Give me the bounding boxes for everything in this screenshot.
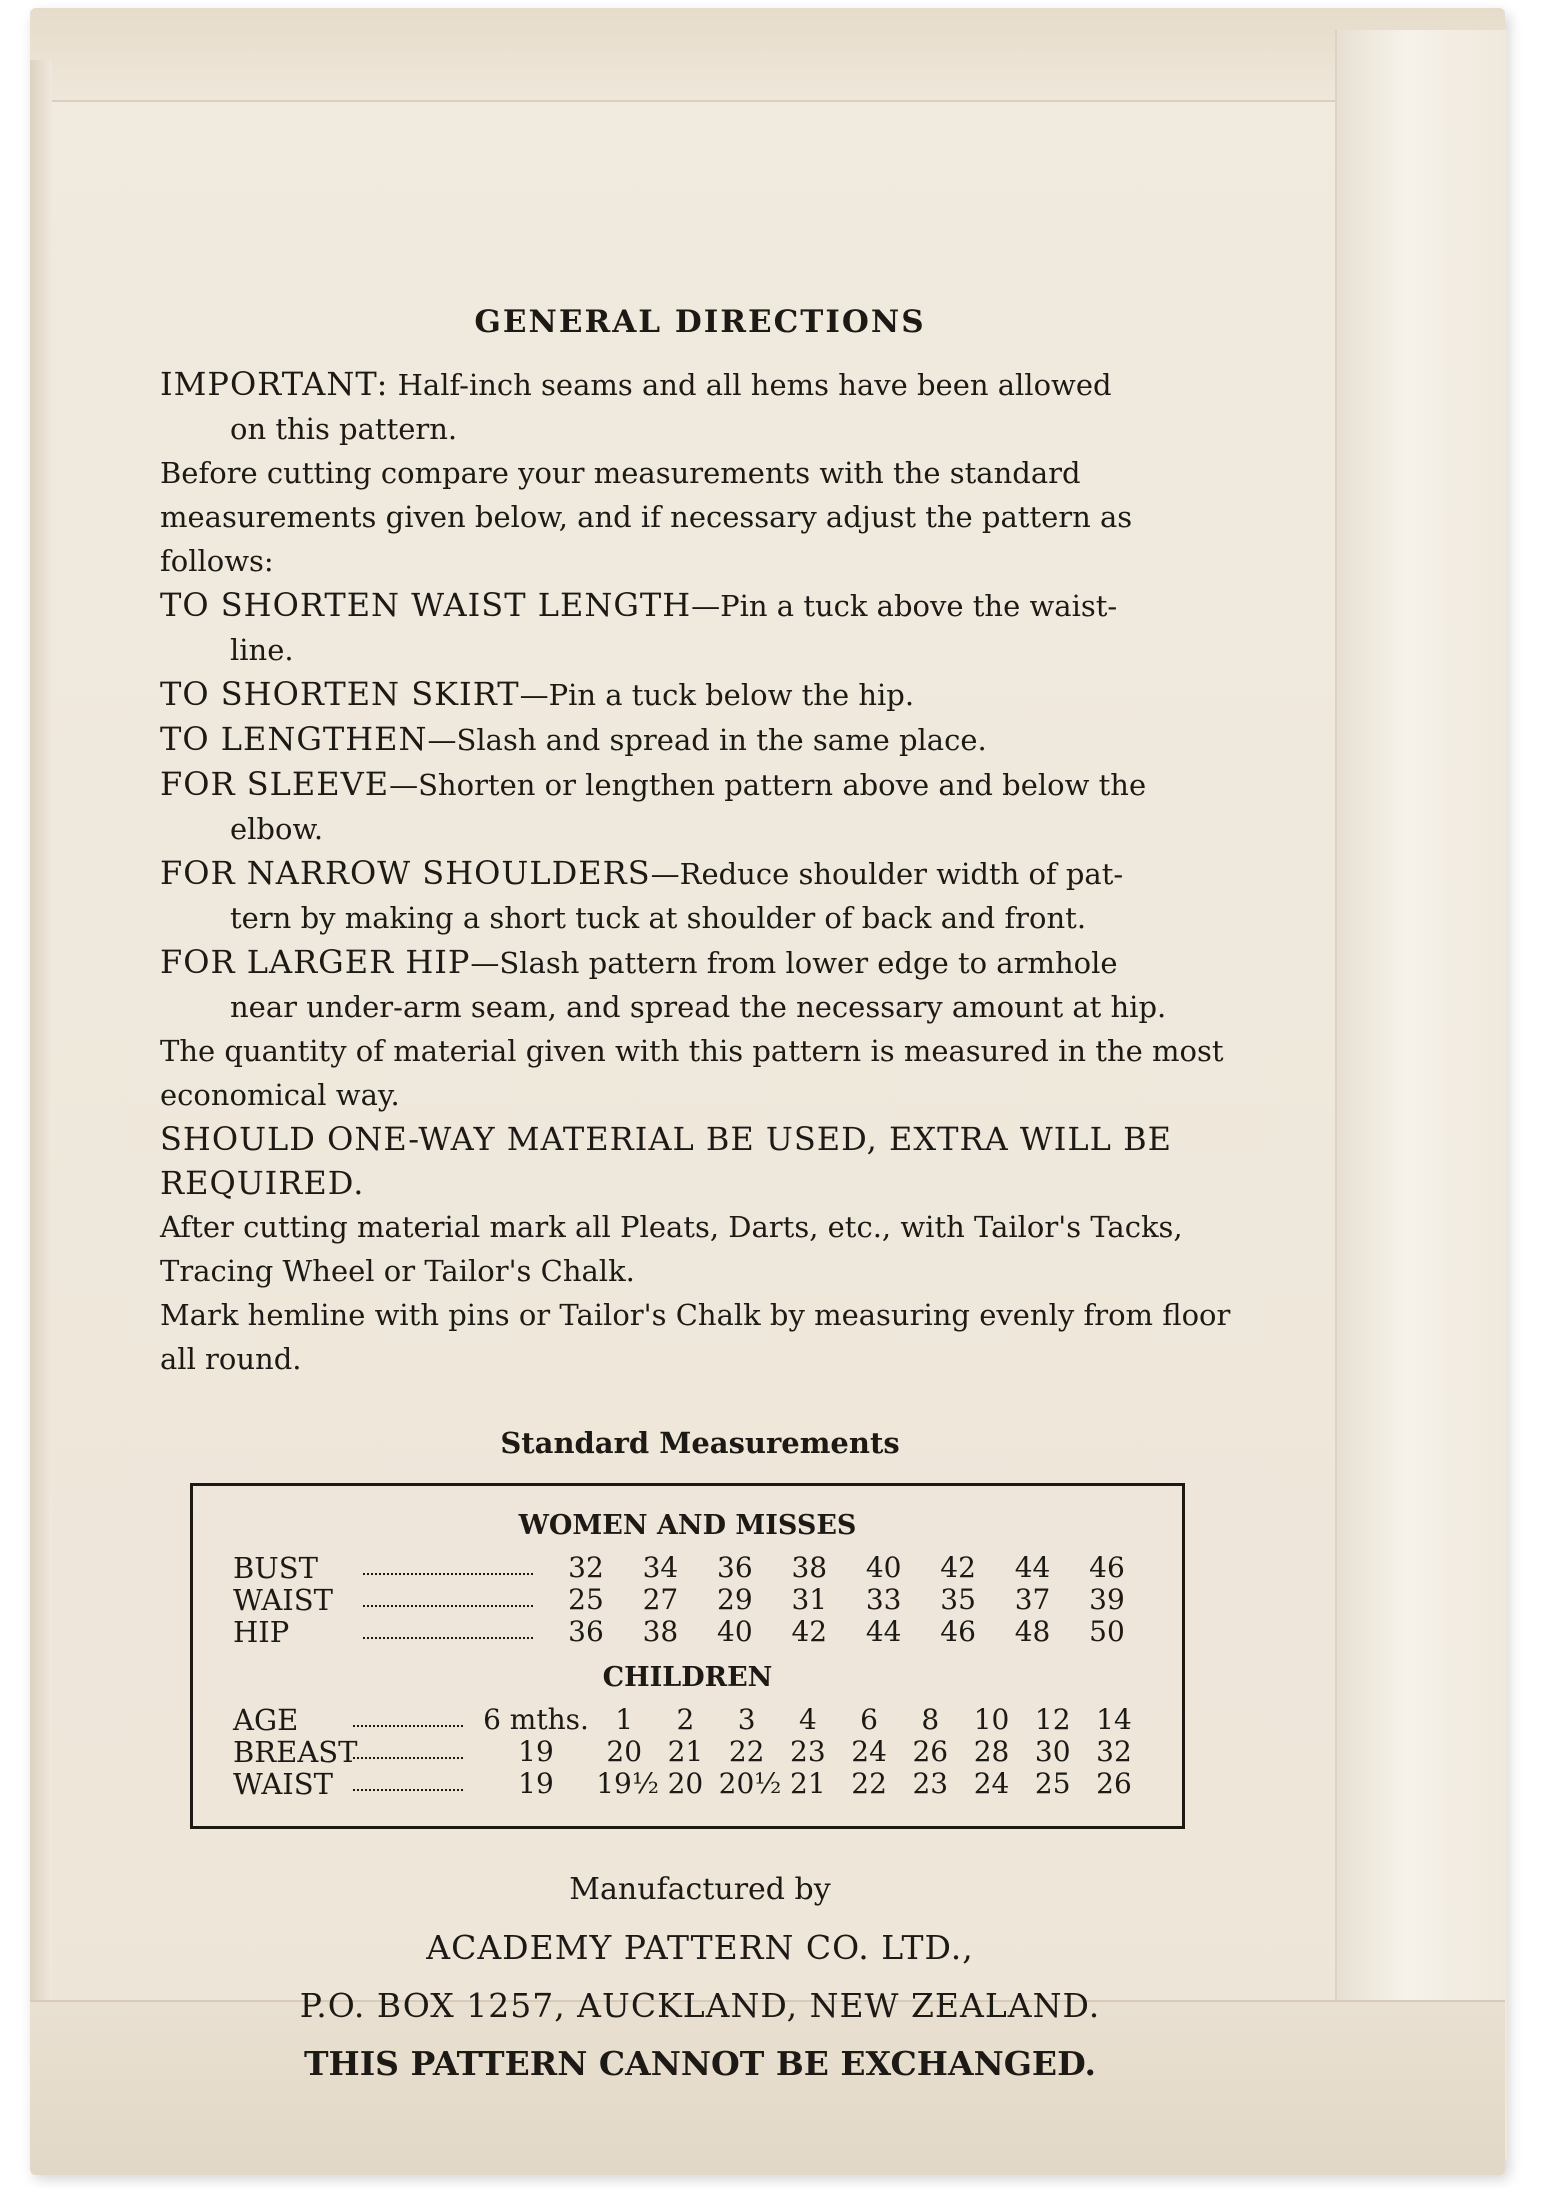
cell: 48 (1014, 1615, 1051, 1648)
quantity-text: The quantity of material given with this pattern is measured in the most economical way. (160, 1034, 1224, 1112)
cell: 6 (860, 1703, 878, 1736)
adjustment-text: —Pin a tuck below the hip. (519, 678, 915, 712)
row-values (481, 1768, 1142, 1800)
cell: 1 (615, 1703, 634, 1736)
cell: 44 (865, 1615, 902, 1648)
manufacturer-block (160, 1861, 1240, 2093)
cell: 6 mths. (483, 1703, 589, 1736)
cell: 27 (642, 1583, 679, 1616)
cell: 21 (667, 1735, 704, 1768)
cell: 8 (921, 1703, 940, 1736)
cell: 30 (1034, 1735, 1071, 1768)
row-values (481, 1704, 1142, 1736)
cell: 40 (865, 1551, 902, 1584)
cell: 26 (912, 1735, 949, 1768)
children-heading: CHILDREN (602, 1662, 773, 1693)
row-label: WAIST (233, 1767, 333, 1801)
cell: 23 (790, 1735, 826, 1768)
table-row (233, 1616, 1142, 1648)
dot-leader (363, 1561, 533, 1575)
important-cont: on this pattern. (230, 412, 458, 446)
cell: 36 (568, 1615, 604, 1648)
cell: 46 (940, 1615, 976, 1648)
adjustment-cont: tern by making a short tuck at shoulder of back and front. (230, 901, 1087, 935)
cell: 22 (851, 1767, 887, 1800)
oneway-warning: SHOULD ONE-WAY MATERIAL BE USED, EXTRA WILL BE REQUIRED. (160, 1120, 1172, 1202)
cell: 44 (1014, 1551, 1051, 1584)
cell: 4 (798, 1703, 817, 1736)
cell: 32 (1096, 1735, 1132, 1768)
row-label: BREAST (233, 1735, 358, 1769)
row-values (481, 1736, 1142, 1768)
adjustment-head: TO SHORTEN SKIRT (160, 675, 520, 713)
adjustment-list (160, 583, 1240, 1029)
cell: 31 (791, 1583, 828, 1616)
cell: 22 (728, 1735, 765, 1768)
table-row (233, 1552, 1142, 1584)
adjustment-text: —Slash pattern from lower edge to armhole (470, 946, 1118, 980)
dot-leader (353, 1713, 463, 1727)
cell: 42 (940, 1551, 976, 1584)
company-name: ACADEMY PATTERN CO. LTD., (426, 1928, 974, 1967)
cell: 42 (791, 1615, 828, 1648)
dot-leader (363, 1625, 533, 1639)
cell: 28 (973, 1735, 1010, 1768)
row-label: WAIST (233, 1583, 333, 1617)
cell: 3 (737, 1703, 756, 1736)
cell: 34 (642, 1551, 679, 1584)
adjustment-cont: near under-arm seam, and spread the necessary amount at hip. (230, 990, 1167, 1024)
adjustment-item (160, 672, 1240, 717)
cell: 33 (865, 1583, 902, 1616)
cell: 19½ (596, 1767, 659, 1800)
marking-text: After cutting material mark all Pleats, Darts, etc., with Tailor's Tacks, Tracing Wheel or Tailor's Chalk. (160, 1210, 1183, 1288)
adjustment-item (160, 717, 1240, 762)
cell: 50 (1089, 1615, 1125, 1648)
cell: 35 (940, 1583, 976, 1616)
women-heading: WOMEN AND MISSES (518, 1510, 857, 1541)
adjustment-text: —Shorten or lengthen pattern above and below the (389, 768, 1147, 802)
row-values (551, 1616, 1142, 1648)
cell: 14 (1096, 1703, 1132, 1736)
measurements-table (190, 1483, 1185, 1829)
cell: 20 (606, 1735, 643, 1768)
cell: 39 (1089, 1583, 1125, 1616)
row-label: AGE (233, 1703, 299, 1737)
envelope-top-fold (30, 8, 1505, 102)
cell: 32 (568, 1551, 604, 1584)
standard-measurements-heading: Standard Measurements (500, 1426, 900, 1460)
cell: 36 (717, 1551, 753, 1584)
hemline-text: Mark hemline with pins or Tailor's Chalk by measuring evenly from floor all round. (160, 1298, 1231, 1376)
table-row (233, 1704, 1142, 1736)
cell: 19 (518, 1735, 554, 1768)
cell: 24 (851, 1735, 887, 1768)
cell: 23 (912, 1767, 949, 1800)
cell: 40 (717, 1615, 753, 1648)
cell: 38 (791, 1551, 828, 1584)
important-note (160, 362, 1240, 407)
manufactured-by: Manufactured by (569, 1872, 831, 1907)
cell: 19 (518, 1767, 554, 1800)
adjustment-text: —Pin a tuck above the waist- (691, 589, 1118, 623)
row-label: BUST (233, 1551, 318, 1585)
adjustment-head: FOR NARROW SHOULDERS (160, 854, 651, 892)
cell: 21 (790, 1767, 826, 1800)
adjustment-text: —Slash and spread in the same place. (427, 723, 987, 757)
table-row (233, 1736, 1142, 1768)
adjustment-text: —Reduce shoulder width of pat- (650, 857, 1124, 891)
row-values (551, 1584, 1142, 1616)
cell: 2 (676, 1703, 695, 1736)
envelope-left-edge (30, 60, 52, 2160)
adjustment-head: TO LENGTHEN (160, 720, 428, 758)
table-row (233, 1768, 1142, 1800)
adjustment-cont: elbow. (230, 812, 324, 846)
adjustment-item (160, 851, 1240, 896)
important-text: Half-inch seams and all hems have been allowed (397, 368, 1112, 402)
cell: 37 (1014, 1583, 1051, 1616)
directions-content (160, 300, 1240, 2093)
cell: 46 (1089, 1551, 1125, 1584)
exchange-notice: THIS PATTERN CANNOT BE EXCHANGED. (303, 2044, 1097, 2083)
row-label: HIP (233, 1615, 290, 1649)
adjustment-item (160, 762, 1240, 807)
cell: 10 (973, 1703, 1010, 1736)
table-row (233, 1584, 1142, 1616)
cell: 26 (1096, 1767, 1132, 1800)
dot-leader (353, 1745, 463, 1759)
adjustment-head: TO SHORTEN WAIST LENGTH (160, 586, 692, 624)
adjustment-item (160, 940, 1240, 985)
row-values (551, 1552, 1142, 1584)
dot-leader (363, 1593, 533, 1607)
cell: 24 (973, 1767, 1010, 1800)
cell: 12 (1034, 1703, 1071, 1736)
cell: 20 (667, 1767, 704, 1800)
compare-text: Before cutting compare your measurements with the standard measurements given below, and if necessary adjust the pattern as follows: (160, 456, 1133, 578)
adjustment-item (160, 583, 1240, 628)
cell: 29 (717, 1583, 753, 1616)
company-address: P.O. BOX 1257, AUCKLAND, NEW ZEALAND. (299, 1986, 1101, 2025)
important-label: IMPORTANT: (160, 365, 389, 403)
envelope-right-flap (1335, 30, 1507, 2160)
cell: 38 (642, 1615, 679, 1648)
dot-leader (353, 1777, 463, 1791)
cell: 20½ (718, 1767, 782, 1800)
adjustment-cont: line. (230, 633, 294, 667)
cell: 25 (568, 1583, 604, 1616)
adjustment-head: FOR LARGER HIP (160, 943, 471, 981)
adjustment-head: FOR SLEEVE (160, 765, 390, 803)
page-title: GENERAL DIRECTIONS (474, 304, 926, 340)
cell: 25 (1034, 1767, 1071, 1800)
